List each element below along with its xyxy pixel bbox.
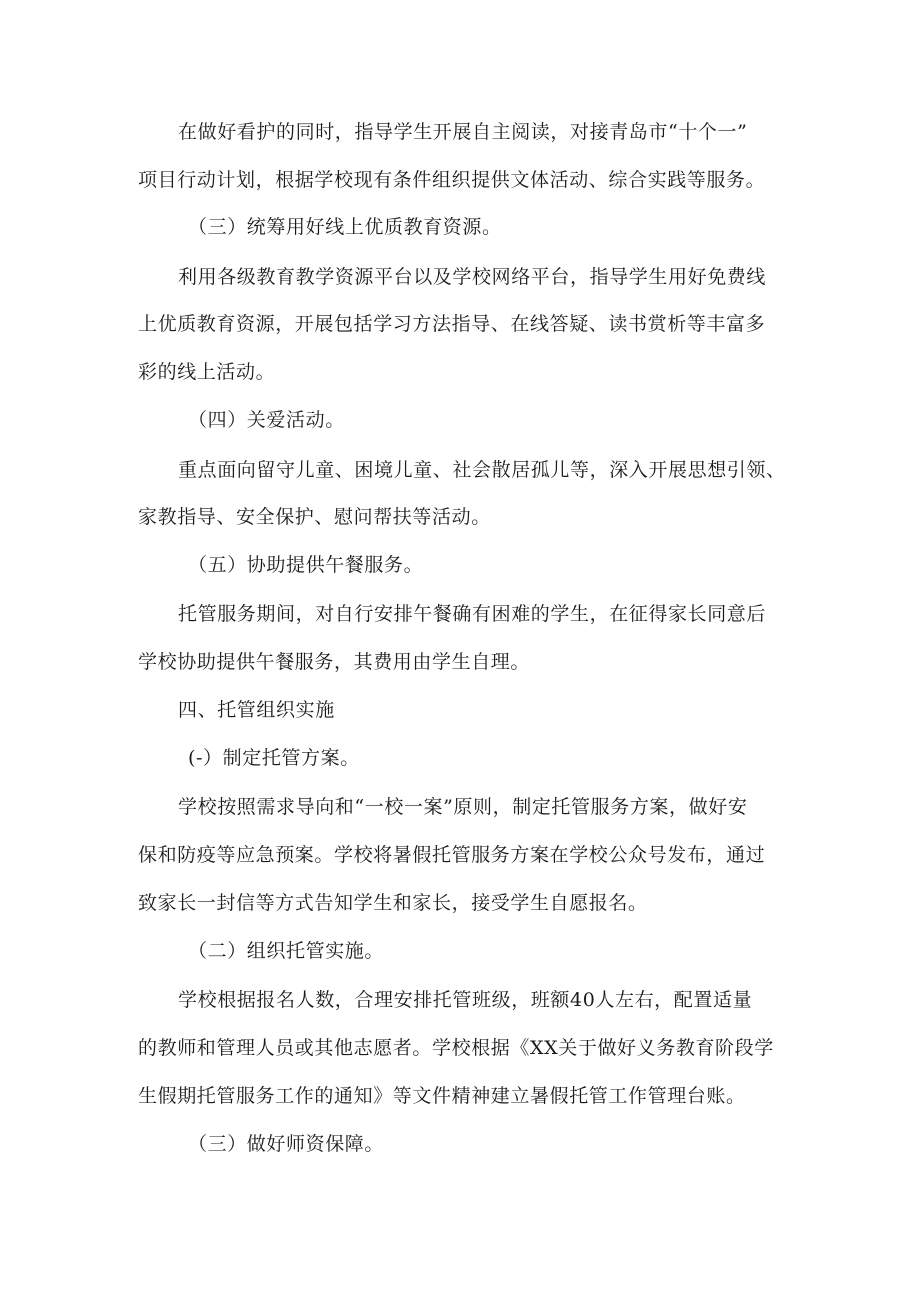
paragraph-line: 彩的线上活动。 <box>138 361 276 383</box>
paragraph-line: 重点面向留守儿童、困境儿童、社会散居孤儿等，深入开展思想引领、 <box>178 459 786 481</box>
paragraph-line: 生假期托管服务工作的通知》等文件精神建立暑假托管工作管理台账。 <box>138 1085 746 1107</box>
section-heading: （二）组织托管实施。 <box>188 940 385 962</box>
paragraph-line: 项目行动计划，根据学校现有条件组织提供文体活动、综合实践等服务。 <box>138 169 766 191</box>
paragraph-line: 上优质教育资源，开展包括学习方法指导、在线答疑、读书赏析等丰富多 <box>138 313 766 335</box>
chapter-heading: 四、托管组织实施 <box>178 699 335 721</box>
section-heading: （四）关爱活动。 <box>188 409 345 431</box>
paragraph-line: 致家长一封信等方式告知学生和家长，接受学生自愿报名。 <box>138 892 648 914</box>
section-heading: (-）制定托管方案。 <box>188 747 360 769</box>
paragraph-line: 保和防疫等应急预案。学校将暑假托管服务方案在学校公众号发布，通过 <box>138 844 766 866</box>
paragraph-line: 学校协助提供午餐服务，其费用由学生自理。 <box>138 651 531 673</box>
paragraph-line: 家教指导、安全保护、慰问帮扶等活动。 <box>138 506 491 528</box>
paragraph-line: 托管服务期间，对自行安排午餐确有困难的学生，在征得家长同意后 <box>178 603 767 625</box>
paragraph-line: 学校按照需求导向和“一校一案”原则，制定托管服务方案，做好安 <box>178 796 748 818</box>
section-heading: （五）协助提供午餐服务。 <box>188 554 424 576</box>
paragraph-line: 利用各级教育教学资源平台以及学校网络平台，指导学生用好免费线 <box>178 266 767 288</box>
section-heading: （三）做好师资保障。 <box>188 1133 385 1155</box>
paragraph-line: 学校根据报名人数，合理安排托管班级，班额40人左右，配置适量 <box>178 989 753 1011</box>
paragraph-line: 的教师和管理人员或其他志愿者。学校根据《XX关于做好义务教育阶段学 <box>138 1037 774 1059</box>
paragraph-line: 在做好看护的同时，指导学生开展自主阅读，对接青岛市“十个一” <box>178 121 748 143</box>
section-heading: （三）统筹用好线上优质教育资源。 <box>188 216 502 238</box>
